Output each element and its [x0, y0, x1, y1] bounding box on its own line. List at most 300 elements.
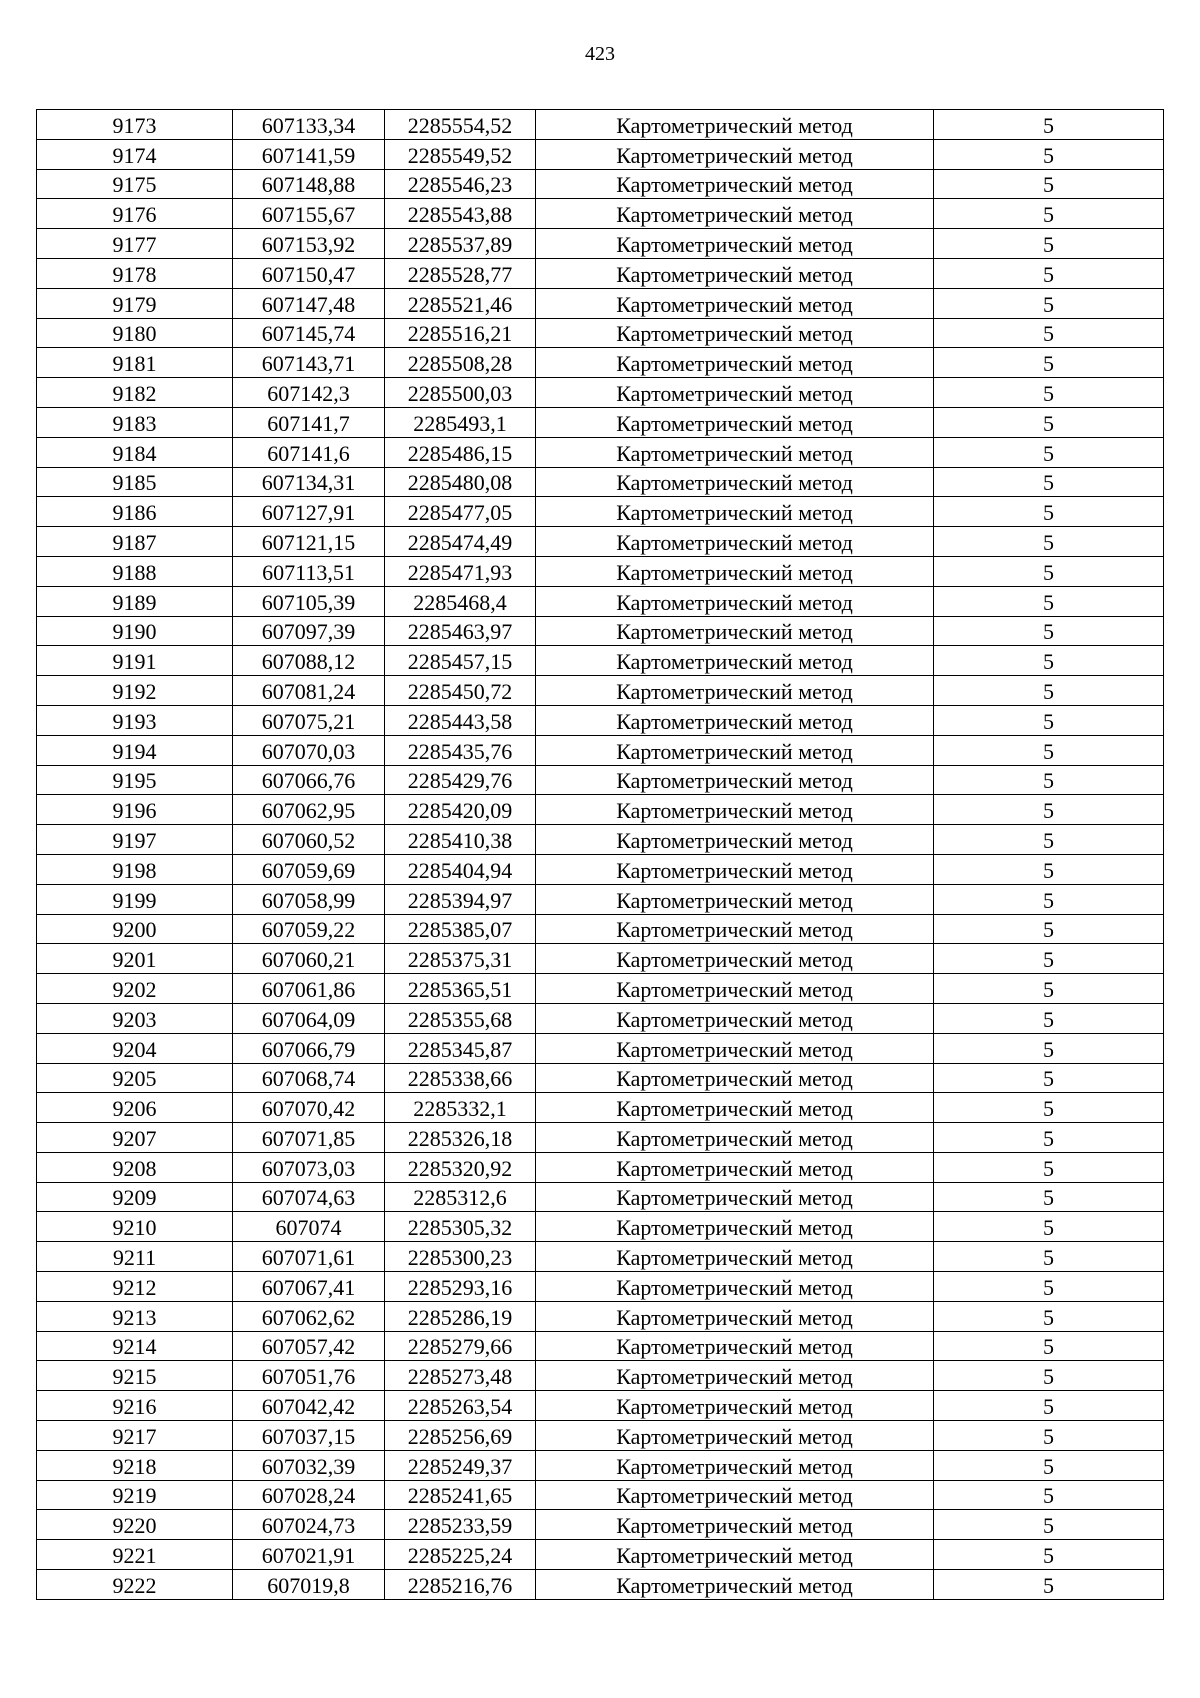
- point-number-cell: 9192: [37, 676, 233, 706]
- method-cell: Картометрический метод: [536, 229, 934, 259]
- accuracy-cell: 5: [934, 1063, 1164, 1093]
- y-coordinate-cell: 2285365,51: [385, 974, 536, 1004]
- point-number-cell: 9173: [37, 110, 233, 140]
- x-coordinate-cell: 607134,31: [233, 467, 385, 497]
- x-coordinate-cell: 607061,86: [233, 974, 385, 1004]
- y-coordinate-cell: 2285493,1: [385, 407, 536, 437]
- x-coordinate-cell: 607060,21: [233, 944, 385, 974]
- accuracy-cell: 5: [934, 825, 1164, 855]
- table-row: [37, 676, 1164, 706]
- point-number-cell: 9205: [37, 1063, 233, 1093]
- method-cell: Картометрический метод: [536, 556, 934, 586]
- x-coordinate-cell: 607062,62: [233, 1301, 385, 1331]
- accuracy-cell: 5: [934, 1033, 1164, 1063]
- y-coordinate-cell: 2285249,37: [385, 1450, 536, 1480]
- method-cell: Картометрический метод: [536, 1540, 934, 1570]
- accuracy-cell: 5: [934, 854, 1164, 884]
- accuracy-cell: 5: [934, 1152, 1164, 1182]
- method-cell: Картометрический метод: [536, 854, 934, 884]
- y-coordinate-cell: 2285528,77: [385, 258, 536, 288]
- point-number-cell: 9222: [37, 1570, 233, 1600]
- x-coordinate-cell: 607141,7: [233, 407, 385, 437]
- table-row: [37, 258, 1164, 288]
- method-cell: Картометрический метод: [536, 1391, 934, 1421]
- accuracy-cell: 5: [934, 527, 1164, 557]
- coordinates-table-body: [37, 110, 1164, 1600]
- x-coordinate-cell: 607028,24: [233, 1480, 385, 1510]
- table-row: [37, 139, 1164, 169]
- method-cell: Картометрический метод: [536, 258, 934, 288]
- method-cell: Картометрический метод: [536, 1301, 934, 1331]
- accuracy-cell: 5: [934, 437, 1164, 467]
- table-row: [37, 1421, 1164, 1451]
- y-coordinate-cell: 2285420,09: [385, 795, 536, 825]
- accuracy-cell: 5: [934, 646, 1164, 676]
- table-row: [37, 437, 1164, 467]
- accuracy-cell: 5: [934, 378, 1164, 408]
- accuracy-cell: 5: [934, 1272, 1164, 1302]
- y-coordinate-cell: 2285471,93: [385, 556, 536, 586]
- accuracy-cell: 5: [934, 1212, 1164, 1242]
- method-cell: Картометрический метод: [536, 1570, 934, 1600]
- table-row: [37, 110, 1164, 140]
- table-row: [37, 1450, 1164, 1480]
- table-row: [37, 1540, 1164, 1570]
- x-coordinate-cell: 607147,48: [233, 288, 385, 318]
- y-coordinate-cell: 2285300,23: [385, 1242, 536, 1272]
- table-row: [37, 556, 1164, 586]
- method-cell: Картометрический метод: [536, 676, 934, 706]
- point-number-cell: 9182: [37, 378, 233, 408]
- accuracy-cell: 5: [934, 1421, 1164, 1451]
- method-cell: Картометрический метод: [536, 646, 934, 676]
- accuracy-cell: 5: [934, 229, 1164, 259]
- table-row: [37, 646, 1164, 676]
- point-number-cell: 9200: [37, 914, 233, 944]
- method-cell: Картометрический метод: [536, 1361, 934, 1391]
- point-number-cell: 9188: [37, 556, 233, 586]
- method-cell: Картометрический метод: [536, 1123, 934, 1153]
- method-cell: Картометрический метод: [536, 139, 934, 169]
- x-coordinate-cell: 607058,99: [233, 884, 385, 914]
- point-number-cell: 9193: [37, 705, 233, 735]
- method-cell: Картометрический метод: [536, 1331, 934, 1361]
- x-coordinate-cell: 607060,52: [233, 825, 385, 855]
- accuracy-cell: 5: [934, 1480, 1164, 1510]
- x-coordinate-cell: 607068,74: [233, 1063, 385, 1093]
- accuracy-cell: 5: [934, 616, 1164, 646]
- y-coordinate-cell: 2285312,6: [385, 1182, 536, 1212]
- x-coordinate-cell: 607064,09: [233, 1003, 385, 1033]
- method-cell: Картометрический метод: [536, 735, 934, 765]
- x-coordinate-cell: 607133,34: [233, 110, 385, 140]
- method-cell: Картометрический метод: [536, 705, 934, 735]
- x-coordinate-cell: 607075,21: [233, 705, 385, 735]
- table-row: [37, 288, 1164, 318]
- point-number-cell: 9181: [37, 348, 233, 378]
- method-cell: Картометрический метод: [536, 1003, 934, 1033]
- point-number-cell: 9213: [37, 1301, 233, 1331]
- accuracy-cell: 5: [934, 735, 1164, 765]
- y-coordinate-cell: 2285429,76: [385, 765, 536, 795]
- y-coordinate-cell: 2285468,4: [385, 586, 536, 616]
- method-cell: Картометрический метод: [536, 407, 934, 437]
- point-number-cell: 9180: [37, 318, 233, 348]
- x-coordinate-cell: 607145,74: [233, 318, 385, 348]
- x-coordinate-cell: 607150,47: [233, 258, 385, 288]
- table-row: [37, 1391, 1164, 1421]
- accuracy-cell: 5: [934, 1450, 1164, 1480]
- table-row: [37, 497, 1164, 527]
- y-coordinate-cell: 2285554,52: [385, 110, 536, 140]
- y-coordinate-cell: 2285549,52: [385, 139, 536, 169]
- point-number-cell: 9197: [37, 825, 233, 855]
- method-cell: Картометрический метод: [536, 884, 934, 914]
- table-row: [37, 586, 1164, 616]
- point-number-cell: 9201: [37, 944, 233, 974]
- table-row: [37, 854, 1164, 884]
- method-cell: Картометрический метод: [536, 1212, 934, 1242]
- accuracy-cell: 5: [934, 110, 1164, 140]
- y-coordinate-cell: 2285450,72: [385, 676, 536, 706]
- accuracy-cell: 5: [934, 556, 1164, 586]
- accuracy-cell: 5: [934, 884, 1164, 914]
- method-cell: Картометрический метод: [536, 1421, 934, 1451]
- x-coordinate-cell: 607113,51: [233, 556, 385, 586]
- accuracy-cell: 5: [934, 258, 1164, 288]
- y-coordinate-cell: 2285305,32: [385, 1212, 536, 1242]
- y-coordinate-cell: 2285332,1: [385, 1093, 536, 1123]
- table-row: [37, 1301, 1164, 1331]
- method-cell: Картометрический метод: [536, 1480, 934, 1510]
- table-row: [37, 765, 1164, 795]
- method-cell: Картометрический метод: [536, 437, 934, 467]
- accuracy-cell: 5: [934, 586, 1164, 616]
- point-number-cell: 9177: [37, 229, 233, 259]
- accuracy-cell: 5: [934, 974, 1164, 1004]
- table-row: [37, 825, 1164, 855]
- method-cell: Картометрический метод: [536, 1063, 934, 1093]
- x-coordinate-cell: 607081,24: [233, 676, 385, 706]
- accuracy-cell: 5: [934, 1331, 1164, 1361]
- point-number-cell: 9209: [37, 1182, 233, 1212]
- y-coordinate-cell: 2285404,94: [385, 854, 536, 884]
- x-coordinate-cell: 607074,63: [233, 1182, 385, 1212]
- table-row: [37, 467, 1164, 497]
- y-coordinate-cell: 2285293,16: [385, 1272, 536, 1302]
- accuracy-cell: 5: [934, 1182, 1164, 1212]
- point-number-cell: 9202: [37, 974, 233, 1004]
- x-coordinate-cell: 607074: [233, 1212, 385, 1242]
- x-coordinate-cell: 607067,41: [233, 1272, 385, 1302]
- table-row: [37, 229, 1164, 259]
- point-number-cell: 9208: [37, 1152, 233, 1182]
- x-coordinate-cell: 607051,76: [233, 1361, 385, 1391]
- table-row: [37, 1033, 1164, 1063]
- x-coordinate-cell: 607032,39: [233, 1450, 385, 1480]
- table-row: [37, 1361, 1164, 1391]
- point-number-cell: 9187: [37, 527, 233, 557]
- y-coordinate-cell: 2285500,03: [385, 378, 536, 408]
- point-number-cell: 9176: [37, 199, 233, 229]
- accuracy-cell: 5: [934, 1540, 1164, 1570]
- table-row: [37, 1480, 1164, 1510]
- accuracy-cell: 5: [934, 1391, 1164, 1421]
- table-row: [37, 1272, 1164, 1302]
- point-number-cell: 9206: [37, 1093, 233, 1123]
- method-cell: Картометрический метод: [536, 497, 934, 527]
- point-number-cell: 9196: [37, 795, 233, 825]
- y-coordinate-cell: 2285216,76: [385, 1570, 536, 1600]
- x-coordinate-cell: 607141,6: [233, 437, 385, 467]
- point-number-cell: 9219: [37, 1480, 233, 1510]
- point-number-cell: 9216: [37, 1391, 233, 1421]
- y-coordinate-cell: 2285263,54: [385, 1391, 536, 1421]
- x-coordinate-cell: 607088,12: [233, 646, 385, 676]
- table-row: [37, 1152, 1164, 1182]
- y-coordinate-cell: 2285480,08: [385, 467, 536, 497]
- y-coordinate-cell: 2285477,05: [385, 497, 536, 527]
- y-coordinate-cell: 2285443,58: [385, 705, 536, 735]
- y-coordinate-cell: 2285474,49: [385, 527, 536, 557]
- accuracy-cell: 5: [934, 914, 1164, 944]
- method-cell: Картометрический метод: [536, 169, 934, 199]
- point-number-cell: 9174: [37, 139, 233, 169]
- table-row: [37, 1570, 1164, 1600]
- method-cell: Картометрический метод: [536, 616, 934, 646]
- method-cell: Картометрический метод: [536, 348, 934, 378]
- accuracy-cell: 5: [934, 705, 1164, 735]
- y-coordinate-cell: 2285543,88: [385, 199, 536, 229]
- accuracy-cell: 5: [934, 288, 1164, 318]
- method-cell: Картометрический метод: [536, 1093, 934, 1123]
- y-coordinate-cell: 2285516,21: [385, 318, 536, 348]
- y-coordinate-cell: 2285279,66: [385, 1331, 536, 1361]
- point-number-cell: 9189: [37, 586, 233, 616]
- method-cell: Картометрический метод: [536, 527, 934, 557]
- table-row: [37, 348, 1164, 378]
- y-coordinate-cell: 2285241,65: [385, 1480, 536, 1510]
- x-coordinate-cell: 607071,61: [233, 1242, 385, 1272]
- x-coordinate-cell: 607143,71: [233, 348, 385, 378]
- accuracy-cell: 5: [934, 1361, 1164, 1391]
- table-row: [37, 169, 1164, 199]
- accuracy-cell: 5: [934, 1301, 1164, 1331]
- accuracy-cell: 5: [934, 199, 1164, 229]
- table-row: [37, 1242, 1164, 1272]
- y-coordinate-cell: 2285375,31: [385, 944, 536, 974]
- x-coordinate-cell: 607037,15: [233, 1421, 385, 1451]
- point-number-cell: 9185: [37, 467, 233, 497]
- accuracy-cell: 5: [934, 1093, 1164, 1123]
- method-cell: Картометрический метод: [536, 1033, 934, 1063]
- y-coordinate-cell: 2285410,38: [385, 825, 536, 855]
- method-cell: Картометрический метод: [536, 974, 934, 1004]
- point-number-cell: 9204: [37, 1033, 233, 1063]
- table-row: [37, 914, 1164, 944]
- table-row: [37, 527, 1164, 557]
- method-cell: Картометрический метод: [536, 914, 934, 944]
- table-row: [37, 318, 1164, 348]
- y-coordinate-cell: 2285320,92: [385, 1152, 536, 1182]
- method-cell: Картометрический метод: [536, 944, 934, 974]
- x-coordinate-cell: 607062,95: [233, 795, 385, 825]
- method-cell: Картометрический метод: [536, 288, 934, 318]
- table-row: [37, 795, 1164, 825]
- y-coordinate-cell: 2285486,15: [385, 437, 536, 467]
- x-coordinate-cell: 607127,91: [233, 497, 385, 527]
- y-coordinate-cell: 2285338,66: [385, 1063, 536, 1093]
- table-row: [37, 1510, 1164, 1540]
- point-number-cell: 9198: [37, 854, 233, 884]
- table-row: [37, 407, 1164, 437]
- x-coordinate-cell: 607148,88: [233, 169, 385, 199]
- table-row: [37, 1331, 1164, 1361]
- y-coordinate-cell: 2285537,89: [385, 229, 536, 259]
- accuracy-cell: 5: [934, 1123, 1164, 1153]
- y-coordinate-cell: 2285256,69: [385, 1421, 536, 1451]
- accuracy-cell: 5: [934, 139, 1164, 169]
- method-cell: Картометрический метод: [536, 1510, 934, 1540]
- method-cell: Картометрический метод: [536, 765, 934, 795]
- y-coordinate-cell: 2285508,28: [385, 348, 536, 378]
- point-number-cell: 9194: [37, 735, 233, 765]
- y-coordinate-cell: 2285385,07: [385, 914, 536, 944]
- accuracy-cell: 5: [934, 1242, 1164, 1272]
- accuracy-cell: 5: [934, 348, 1164, 378]
- coordinates-table: [36, 109, 1164, 1600]
- accuracy-cell: 5: [934, 318, 1164, 348]
- table-row: [37, 1123, 1164, 1153]
- point-number-cell: 9183: [37, 407, 233, 437]
- x-coordinate-cell: 607021,91: [233, 1540, 385, 1570]
- x-coordinate-cell: 607059,69: [233, 854, 385, 884]
- method-cell: Картометрический метод: [536, 318, 934, 348]
- point-number-cell: 9207: [37, 1123, 233, 1153]
- point-number-cell: 9214: [37, 1331, 233, 1361]
- table-row: [37, 1212, 1164, 1242]
- table-row: [37, 735, 1164, 765]
- x-coordinate-cell: 607019,8: [233, 1570, 385, 1600]
- x-coordinate-cell: 607097,39: [233, 616, 385, 646]
- y-coordinate-cell: 2285435,76: [385, 735, 536, 765]
- accuracy-cell: 5: [934, 1510, 1164, 1540]
- method-cell: Картометрический метод: [536, 1182, 934, 1212]
- accuracy-cell: 5: [934, 467, 1164, 497]
- x-coordinate-cell: 607070,03: [233, 735, 385, 765]
- x-coordinate-cell: 607073,03: [233, 1152, 385, 1182]
- y-coordinate-cell: 2285286,19: [385, 1301, 536, 1331]
- y-coordinate-cell: 2285521,46: [385, 288, 536, 318]
- x-coordinate-cell: 607042,42: [233, 1391, 385, 1421]
- accuracy-cell: 5: [934, 169, 1164, 199]
- x-coordinate-cell: 607024,73: [233, 1510, 385, 1540]
- table-row: [37, 616, 1164, 646]
- accuracy-cell: 5: [934, 944, 1164, 974]
- method-cell: Картометрический метод: [536, 467, 934, 497]
- y-coordinate-cell: 2285273,48: [385, 1361, 536, 1391]
- x-coordinate-cell: 607121,15: [233, 527, 385, 557]
- table-row: [37, 1093, 1164, 1123]
- point-number-cell: 9220: [37, 1510, 233, 1540]
- point-number-cell: 9210: [37, 1212, 233, 1242]
- x-coordinate-cell: 607066,79: [233, 1033, 385, 1063]
- method-cell: Картометрический метод: [536, 1152, 934, 1182]
- y-coordinate-cell: 2285457,15: [385, 646, 536, 676]
- x-coordinate-cell: 607105,39: [233, 586, 385, 616]
- point-number-cell: 9184: [37, 437, 233, 467]
- x-coordinate-cell: 607066,76: [233, 765, 385, 795]
- table-row: [37, 944, 1164, 974]
- accuracy-cell: 5: [934, 1003, 1164, 1033]
- point-number-cell: 9218: [37, 1450, 233, 1480]
- y-coordinate-cell: 2285233,59: [385, 1510, 536, 1540]
- point-number-cell: 9212: [37, 1272, 233, 1302]
- accuracy-cell: 5: [934, 497, 1164, 527]
- y-coordinate-cell: 2285463,97: [385, 616, 536, 646]
- y-coordinate-cell: 2285546,23: [385, 169, 536, 199]
- table-row: [37, 884, 1164, 914]
- x-coordinate-cell: 607142,3: [233, 378, 385, 408]
- table-row: [37, 1182, 1164, 1212]
- point-number-cell: 9179: [37, 288, 233, 318]
- x-coordinate-cell: 607059,22: [233, 914, 385, 944]
- y-coordinate-cell: 2285225,24: [385, 1540, 536, 1570]
- point-number-cell: 9191: [37, 646, 233, 676]
- method-cell: Картометрический метод: [536, 199, 934, 229]
- method-cell: Картометрический метод: [536, 1272, 934, 1302]
- page-number: 423: [585, 43, 615, 65]
- method-cell: Картометрический метод: [536, 1242, 934, 1272]
- method-cell: Картометрический метод: [536, 110, 934, 140]
- point-number-cell: 9190: [37, 616, 233, 646]
- point-number-cell: 9211: [37, 1242, 233, 1272]
- y-coordinate-cell: 2285394,97: [385, 884, 536, 914]
- accuracy-cell: 5: [934, 795, 1164, 825]
- accuracy-cell: 5: [934, 765, 1164, 795]
- point-number-cell: 9215: [37, 1361, 233, 1391]
- x-coordinate-cell: 607070,42: [233, 1093, 385, 1123]
- y-coordinate-cell: 2285326,18: [385, 1123, 536, 1153]
- point-number-cell: 9221: [37, 1540, 233, 1570]
- y-coordinate-cell: 2285355,68: [385, 1003, 536, 1033]
- table-row: [37, 1063, 1164, 1093]
- x-coordinate-cell: 607141,59: [233, 139, 385, 169]
- x-coordinate-cell: 607153,92: [233, 229, 385, 259]
- method-cell: Картометрический метод: [536, 825, 934, 855]
- point-number-cell: 9175: [37, 169, 233, 199]
- point-number-cell: 9186: [37, 497, 233, 527]
- table-row: [37, 199, 1164, 229]
- table-row: [37, 1003, 1164, 1033]
- x-coordinate-cell: 607057,42: [233, 1331, 385, 1361]
- method-cell: Картометрический метод: [536, 378, 934, 408]
- point-number-cell: 9217: [37, 1421, 233, 1451]
- x-coordinate-cell: 607071,85: [233, 1123, 385, 1153]
- point-number-cell: 9203: [37, 1003, 233, 1033]
- method-cell: Картометрический метод: [536, 795, 934, 825]
- accuracy-cell: 5: [934, 1570, 1164, 1600]
- point-number-cell: 9195: [37, 765, 233, 795]
- accuracy-cell: 5: [934, 407, 1164, 437]
- table-row: [37, 378, 1164, 408]
- table-row: [37, 974, 1164, 1004]
- table-row: [37, 705, 1164, 735]
- point-number-cell: 9178: [37, 258, 233, 288]
- method-cell: Картометрический метод: [536, 586, 934, 616]
- method-cell: Картометрический метод: [536, 1450, 934, 1480]
- y-coordinate-cell: 2285345,87: [385, 1033, 536, 1063]
